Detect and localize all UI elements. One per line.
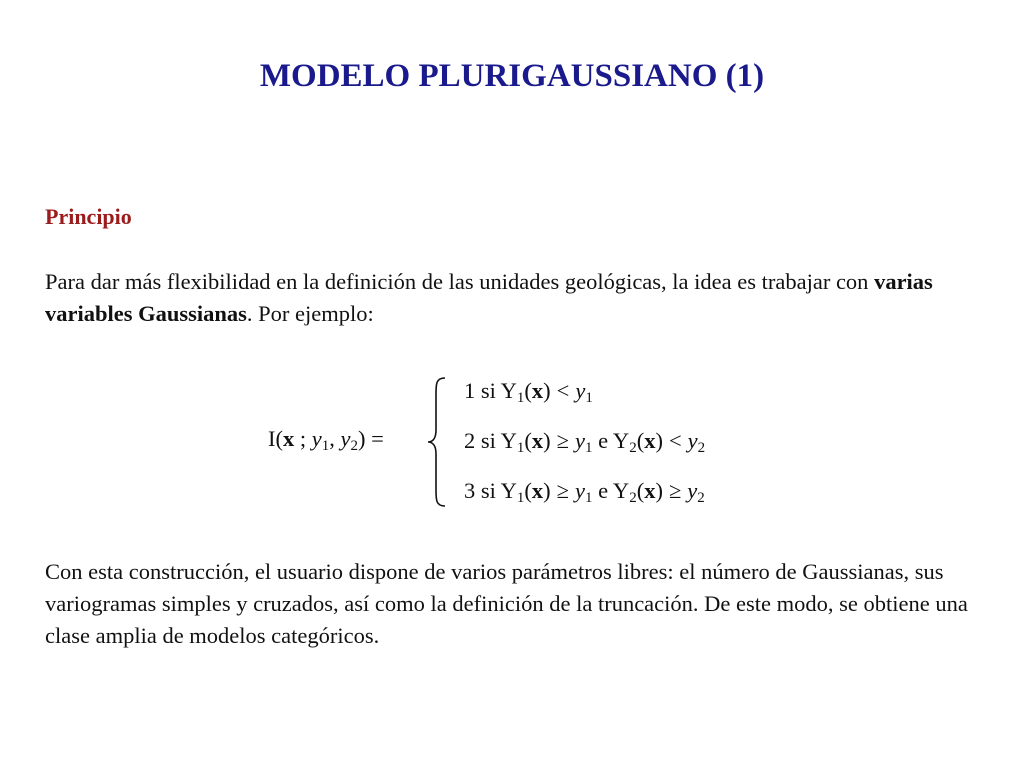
formula-y1: y bbox=[311, 426, 322, 451]
case-1-x: x bbox=[531, 378, 544, 403]
case-2-y-b: y bbox=[687, 428, 698, 453]
case-2-sub-b: 2 bbox=[629, 440, 637, 456]
formula-case-1: 1 si $Y_1(x) < y_1$ bbox=[464, 378, 593, 406]
case-2-conj: e Y bbox=[592, 428, 630, 453]
case-3-rel-b: ≥ bbox=[668, 478, 682, 503]
case-2-ysub-b: 2 bbox=[697, 440, 706, 456]
indicator-formula bbox=[0, 374, 1024, 514]
formula-comma: , bbox=[329, 426, 341, 451]
intro-bold-text: varias variables Gaussianas bbox=[45, 269, 933, 326]
formula-sub1: 1 bbox=[321, 438, 330, 454]
case-2-y-a: y bbox=[575, 428, 586, 453]
case-1-label: 1 si Y bbox=[464, 378, 517, 403]
intro-paragraph bbox=[45, 266, 980, 330]
case-3-conj: e Y bbox=[592, 478, 630, 503]
formula-case-2: 2 si $Y_1(x) \ge y_1$ e $Y_2(x) < y_2$ bbox=[464, 428, 706, 456]
case-2-x-a: x bbox=[531, 428, 544, 453]
formula-lhs bbox=[268, 426, 384, 452]
section-heading: Principio bbox=[45, 204, 132, 229]
case-3-ysub-b: 2 bbox=[697, 490, 705, 506]
formula-sep: ; bbox=[294, 426, 312, 451]
case-3-ysub-a: 1 bbox=[585, 490, 593, 506]
formula-case-3: 3 si $Y_1(x) \ge y_1$ e $Y_2(x) \ge y_2$ bbox=[464, 478, 705, 506]
case-2-x-b: x bbox=[644, 428, 656, 453]
case-3-rel-a: ≥ bbox=[556, 478, 570, 503]
case-3-sub-a: 1 bbox=[516, 490, 525, 506]
case-3-x-b: x bbox=[644, 478, 656, 503]
formula-close: ) = bbox=[358, 426, 384, 451]
case-3-y-a: y bbox=[575, 478, 586, 503]
case-2-label: 2 si Y bbox=[464, 428, 517, 453]
case-1-ysub-a: 1 bbox=[585, 390, 593, 406]
case-3-label: 3 si Y bbox=[464, 478, 517, 503]
case-2-rel-b: < bbox=[668, 428, 682, 453]
intro-text-1: Para dar más flexibilidad en la definición de las unidades geológicas, la idea es trabajar con bbox=[45, 269, 875, 294]
left-brace-icon bbox=[425, 376, 449, 508]
case-3-x-a: x bbox=[531, 478, 544, 503]
outro-paragraph: Con esta construcción, el usuario dispone de varios parámetros libres: el número de Gaussianas, sus variogramas simples y cruzados, así como la definición de la truncación. De este modo, se obtiene una clase amplia de modelos categóricos. bbox=[45, 559, 968, 648]
case-3-sub-b: 2 bbox=[629, 490, 637, 506]
case-1-rel-a: < bbox=[556, 378, 570, 403]
intro-text-2: . Por ejemplo: bbox=[246, 301, 374, 326]
case-2-sub-a: 1 bbox=[516, 440, 525, 456]
slide-title: MODELO PLURIGAUSSIANO (1) bbox=[259, 58, 765, 94]
case-2-ysub-a: 1 bbox=[585, 440, 593, 456]
case-2-rel-a: ≥ bbox=[556, 428, 570, 453]
case-1-sub-a: 1 bbox=[516, 390, 525, 406]
formula-y2: y bbox=[340, 426, 351, 451]
case-1-y: y bbox=[575, 378, 586, 403]
case-3-y-b: y bbox=[687, 478, 698, 503]
formula-x: x bbox=[283, 426, 295, 451]
formula-func: I( bbox=[268, 426, 283, 451]
formula-sub2: 2 bbox=[350, 438, 359, 454]
